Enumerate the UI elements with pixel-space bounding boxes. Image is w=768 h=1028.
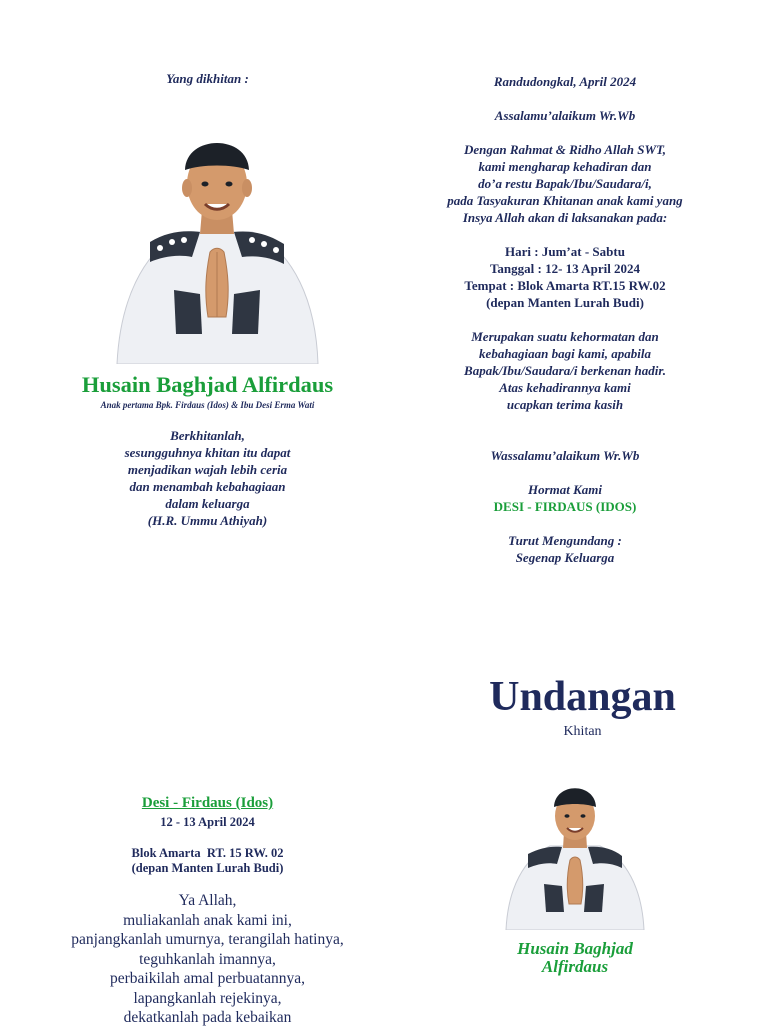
prayer-line: perbaikilah amal perbuatannya, xyxy=(110,970,305,987)
segenap-keluarga: Segenap Keluarga xyxy=(515,550,615,565)
address-line: (depan Manten Lurah Budi) xyxy=(131,861,284,875)
turut-mengundang: Turut Mengundang : xyxy=(508,533,622,548)
hadith-line: menjadikan wajah lebih ceria xyxy=(127,462,288,477)
parents-line: Anak pertama Bpk. Firdaus (Idos) & Ibu Desi Erma Wati xyxy=(100,400,315,410)
prayer-line: lapangkanlah rejekinya, xyxy=(133,989,282,1007)
closing-line: Merupakan suatu kehormatan dan xyxy=(471,329,659,344)
event-date-short: 12 - 13 April 2024 xyxy=(160,815,255,829)
closing-line: Bapak/Ibu/Saudara/i berkenan hadir. xyxy=(464,363,666,378)
prayer-line: Ya Allah, xyxy=(178,892,237,909)
cover-subtitle: Khitan xyxy=(563,724,602,739)
left-header xyxy=(45,70,370,88)
hadith-quote xyxy=(45,427,370,529)
hadith-line: Berkhitanlah, xyxy=(170,428,245,443)
address-line: Blok Amarta RT. 15 RW. 02 xyxy=(131,846,284,860)
hadith-line: dalam keluarga xyxy=(165,496,250,511)
hormat-kami: Hormat Kami xyxy=(527,482,603,497)
closing-salam: Wassalamu’alaikum Wr.Wb xyxy=(490,448,640,463)
intro-paragraph xyxy=(415,141,715,226)
prayer-line: muliakanlah anak kami ini, xyxy=(123,911,292,929)
closing-paragraph xyxy=(415,328,715,413)
event-details xyxy=(415,243,715,311)
hadith-line: dan menambah kebahagiaan xyxy=(129,479,286,494)
intro-line: kami mengharap kehadiran dan xyxy=(478,159,652,174)
invitation-text xyxy=(415,73,715,583)
prayer-line: dekatkanlah pada kebaikan xyxy=(123,1009,292,1026)
hosts-name: DESI - FIRDAUS (IDOS) xyxy=(493,499,637,514)
script-name-line: Alfirdaus xyxy=(541,957,609,976)
closing-line: ucapkan terima kasih xyxy=(506,397,624,412)
intro-line: do’a restu Bapak/Ibu/Saudara/i, xyxy=(478,176,652,191)
child-name: Husain Baghjad Alfirdaus xyxy=(81,372,334,397)
script-name-line: Husain Baghjad xyxy=(517,939,633,958)
event-place: Tempat : Blok Amarta RT.15 RW.02 xyxy=(464,278,666,293)
cover-title: Undangan xyxy=(489,674,676,720)
back-cover xyxy=(45,795,370,1028)
address xyxy=(45,846,370,876)
child-photo-small xyxy=(502,770,648,930)
event-date: Tanggal : 12- 13 April 2024 xyxy=(489,261,641,276)
yang-dikhitan-label: Yang dikhitan : xyxy=(166,71,249,86)
closing-line: kebahagiaan bagi kami, apabila xyxy=(479,346,651,361)
family-name: Desi - Firdaus (Idos) xyxy=(141,795,274,811)
intro-line: Dengan Rahmat & Ridho Allah SWT, xyxy=(463,142,667,157)
intro-line: Insya Allah akan di laksanakan pada: xyxy=(462,210,668,225)
place-date: Randudongkal, April 2024 xyxy=(493,74,637,89)
closing-line: Atas kehadirannya kami xyxy=(499,380,631,395)
intro-line: pada Tasyakuran Khitanan anak kami yang xyxy=(447,193,683,208)
child-photo-large xyxy=(112,112,322,364)
prayer-line: teguhkanlah imannya, xyxy=(139,950,276,968)
event-place-note: (depan Manten Lurah Budi) xyxy=(486,295,644,310)
cover-script-name xyxy=(480,940,670,976)
hadith-line: sesungguhnya khitan itu dapat xyxy=(124,445,291,460)
hadith-source: (H.R. Ummu Athiyah) xyxy=(147,513,268,528)
prayer-line: panjangkanlah umurnya, terangilah hatinya, xyxy=(71,931,344,948)
prayer xyxy=(45,891,370,1028)
greeting: Assalamu’alaikum Wr.Wb xyxy=(494,108,636,123)
event-day: Hari : Jum’at - Sabtu xyxy=(505,244,625,259)
